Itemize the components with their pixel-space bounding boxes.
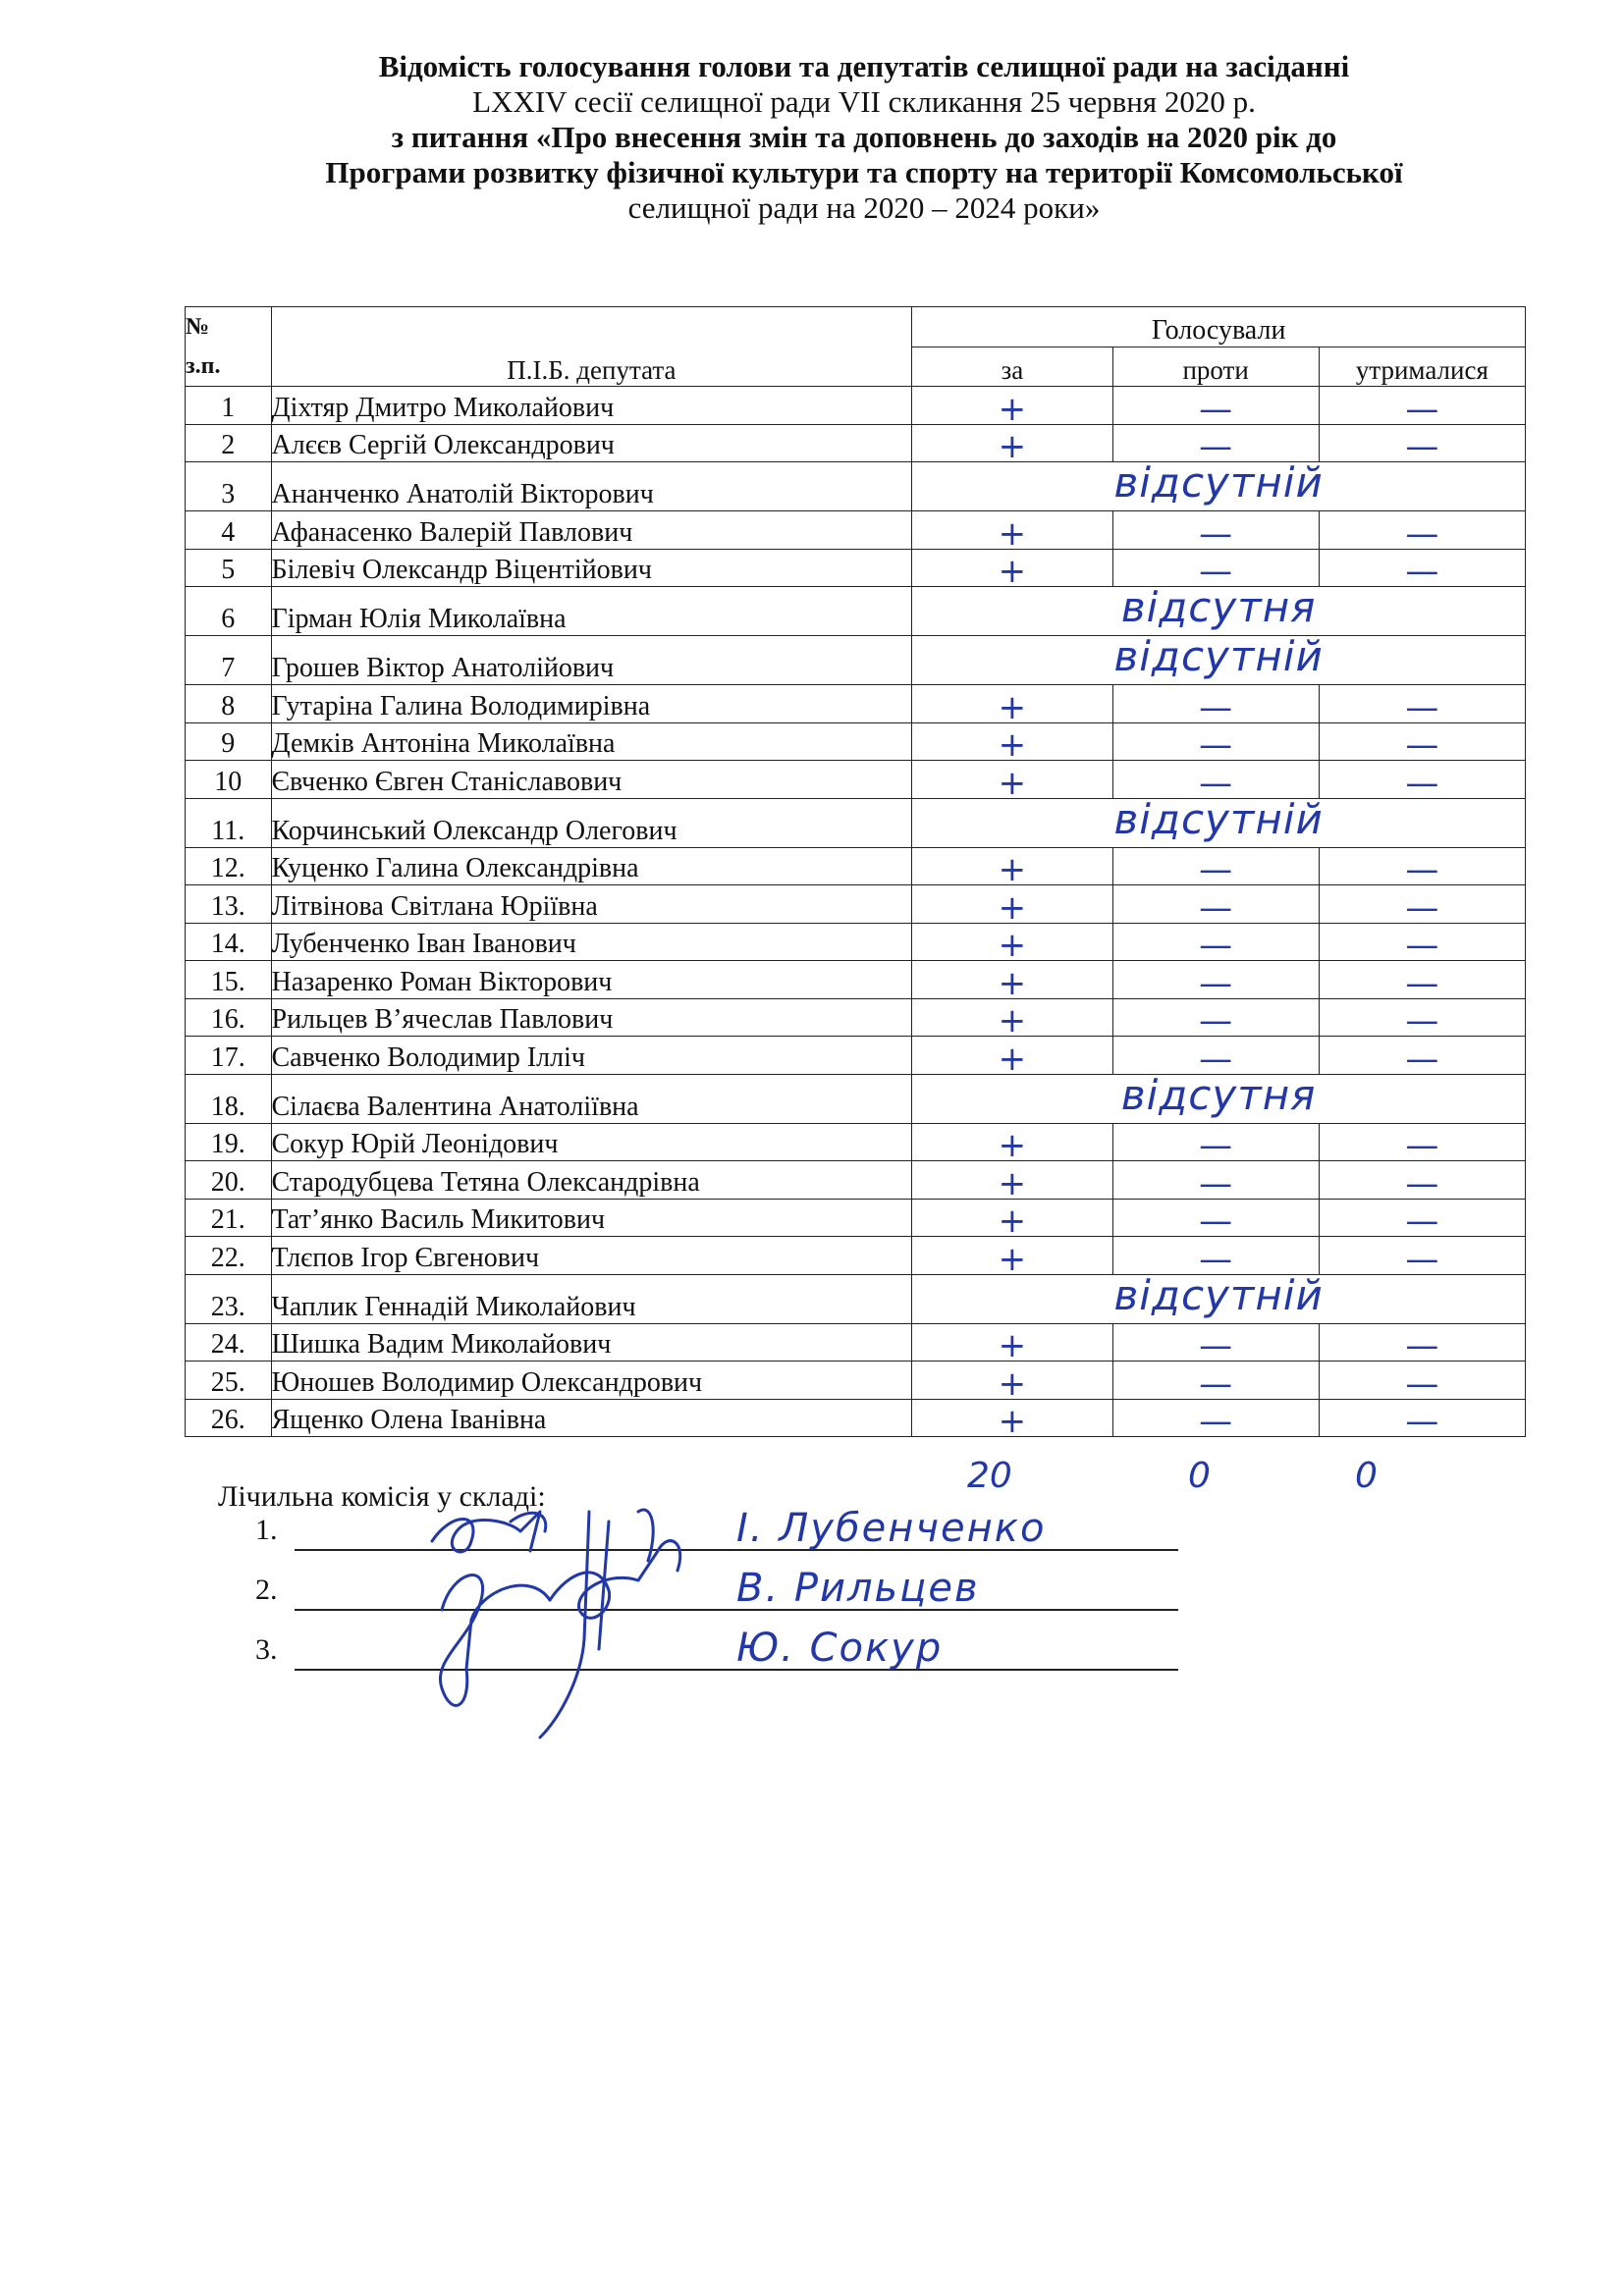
vote-for-mark: +	[912, 1199, 1112, 1237]
document-title	[157, 49, 1571, 226]
row-number: 8	[186, 685, 272, 723]
deputy-name: Юношев Володимир Олександрович	[271, 1362, 912, 1400]
table-row	[186, 1399, 1526, 1437]
table-row	[186, 1074, 1526, 1123]
vote-abstain-mark: —	[1319, 549, 1525, 587]
voting-table	[185, 306, 1526, 1441]
table-row	[186, 1037, 1526, 1075]
vote-for-mark: +	[912, 885, 1112, 924]
vote-abstain-mark: —	[1319, 885, 1525, 924]
vote-abstain-mark: —	[1319, 1199, 1525, 1237]
deputy-name: Лубенченко Іван Іванович	[271, 923, 912, 961]
vote-against-mark: —	[1112, 885, 1319, 924]
deputy-name: Сілаєва Валентина Анатоліївна	[271, 1074, 912, 1123]
vote-for-mark: +	[912, 1123, 1112, 1161]
absent-note: відсутня	[1120, 1070, 1317, 1119]
table-row	[186, 761, 1526, 799]
title-line-2: LXXIV сесії селищної ради VII скликання 25 червня 2020 р.	[472, 84, 1256, 119]
absent-note: відсутня	[1120, 583, 1317, 631]
title-line-4: Програми розвитку фізичної культури та спорту на території Комсомольської	[325, 155, 1403, 189]
deputy-name: Ященко Олена Іванівна	[271, 1399, 912, 1437]
table-row	[186, 722, 1526, 761]
vote-abstain-mark: —	[1319, 1399, 1525, 1437]
deputy-name: Куценко Галина Олександрівна	[271, 847, 912, 885]
deputy-name: Афанасенко Валерій Павлович	[271, 511, 912, 550]
table-row	[186, 998, 1526, 1037]
deputy-name: Ананченко Анатолій Вікторович	[271, 462, 912, 511]
row-number: 13.	[186, 885, 272, 924]
table-row	[186, 1161, 1526, 1200]
vote-against-mark: —	[1112, 387, 1319, 425]
deputy-name: Рильцев В’ячеслав Павлович	[271, 998, 912, 1037]
absent-note: відсутній	[1113, 458, 1324, 507]
vote-against-mark: —	[1112, 722, 1319, 761]
commission-label: Лічильна комісія у складі:	[218, 1480, 546, 1513]
table-row	[186, 923, 1526, 961]
deputy-name: Тлєпов Ігор Євгенович	[271, 1237, 912, 1275]
row-number: 6	[186, 587, 272, 636]
vote-abstain-mark: —	[1319, 1237, 1525, 1275]
table-row	[186, 885, 1526, 924]
table-row	[186, 1123, 1526, 1161]
vote-for-mark: +	[912, 1161, 1112, 1200]
signature-name-3: Ю. Сокур	[736, 1626, 944, 1671]
vote-against-mark: —	[1112, 685, 1319, 723]
vote-for-mark: +	[912, 761, 1112, 799]
absent-note: відсутній	[1113, 1270, 1324, 1319]
vote-against-mark: —	[1112, 998, 1319, 1037]
table-row	[186, 1362, 1526, 1400]
row-number: 23.	[186, 1274, 272, 1323]
row-number: 1	[186, 387, 272, 425]
row-number: 19.	[186, 1123, 272, 1161]
vote-against-mark: —	[1112, 1199, 1319, 1237]
vote-abstain-mark: —	[1319, 1161, 1525, 1200]
vote-for-mark: +	[912, 847, 1112, 885]
vote-for-mark: +	[912, 1237, 1112, 1275]
vote-for-mark: +	[912, 998, 1112, 1037]
signature-line-2: 2. В. Рильцев	[255, 1572, 1178, 1611]
vote-for-mark: +	[912, 923, 1112, 961]
deputy-name: Діхтяр Дмитро Миколайович	[271, 387, 912, 425]
deputy-name: Назаренко Роман Вікторович	[271, 961, 912, 999]
row-number: 2	[186, 424, 272, 462]
table-row	[186, 636, 1526, 685]
signature-line-1: 1. І. Лубенченко	[255, 1512, 1178, 1551]
vote-for-mark: +	[912, 1037, 1112, 1075]
row-number: 4	[186, 511, 272, 550]
vote-abstain-mark: —	[1319, 722, 1525, 761]
table-row	[186, 549, 1526, 587]
row-number: 25.	[186, 1362, 272, 1400]
vote-against-mark: —	[1112, 1323, 1319, 1362]
deputy-name: Тат’янко Василь Микитович	[271, 1199, 912, 1237]
vote-abstain-mark: —	[1319, 1323, 1525, 1362]
handwritten-signatures	[412, 1492, 727, 1757]
vote-against-mark: —	[1112, 1037, 1319, 1075]
row-number: 21.	[186, 1199, 272, 1237]
row-number: 26.	[186, 1399, 272, 1437]
row-number: 17.	[186, 1037, 272, 1075]
total-abstain: 0	[1355, 1456, 1378, 1496]
deputy-name: Стародубцева Тетяна Олександрівна	[271, 1161, 912, 1200]
vote-for-mark: +	[912, 424, 1112, 462]
table-row	[186, 1199, 1526, 1237]
table-row	[186, 387, 1526, 425]
vote-for-mark: +	[912, 1323, 1112, 1362]
table-row	[186, 961, 1526, 999]
title-line-5: селищної ради на 2020 – 2024 роки»	[627, 190, 1101, 225]
row-number: 7	[186, 636, 272, 685]
header-number: № з.п.	[186, 307, 272, 387]
deputy-name: Чаплик Геннадій Миколайович	[271, 1274, 912, 1323]
signature-name-1: І. Лубенченко	[736, 1506, 1047, 1551]
vote-against-mark: —	[1112, 511, 1319, 550]
vote-abstain-mark: —	[1319, 847, 1525, 885]
deputy-name: Корчинський Олександр Олегович	[271, 798, 912, 847]
vote-abstain-mark: —	[1319, 685, 1525, 723]
row-number: 15.	[186, 961, 272, 999]
vote-for-mark: +	[912, 387, 1112, 425]
row-number: 22.	[186, 1237, 272, 1275]
row-number: 24.	[186, 1323, 272, 1362]
vote-for-mark: +	[912, 961, 1112, 999]
deputy-name: Демків Антоніна Миколаївна	[271, 722, 912, 761]
row-number: 9	[186, 722, 272, 761]
header-name: П.І.Б. депутата	[271, 307, 912, 387]
vote-abstain-mark: —	[1319, 923, 1525, 961]
row-number: 11.	[186, 798, 272, 847]
table-row	[186, 1237, 1526, 1275]
deputy-name: Шишка Вадим Миколайович	[271, 1323, 912, 1362]
vote-against-mark: —	[1112, 847, 1319, 885]
deputy-name: Літвінова Світлана Юріївна	[271, 885, 912, 924]
table-row	[186, 1323, 1526, 1362]
deputy-name: Гутаріна Галина Володимирівна	[271, 685, 912, 723]
absent-note: відсутній	[1113, 632, 1324, 680]
table-row	[186, 1274, 1526, 1323]
signature-line-3: 3. Ю. Сокур	[255, 1631, 1178, 1671]
table-row	[186, 424, 1526, 462]
deputy-name: Білевіч Олександр Віцентійович	[271, 549, 912, 587]
row-number: 10	[186, 761, 272, 799]
total-against: 0	[1188, 1456, 1211, 1496]
header-voted: Голосували	[912, 307, 1526, 347]
title-line-3: з питання «Про внесення змін та доповнень до заходів на 2020 рік до	[391, 120, 1337, 154]
table-row	[186, 685, 1526, 723]
vote-against-mark: —	[1112, 1237, 1319, 1275]
row-number: 20.	[186, 1161, 272, 1200]
vote-against-mark: —	[1112, 761, 1319, 799]
row-number: 18.	[186, 1074, 272, 1123]
vote-against-mark: —	[1112, 961, 1319, 999]
table-row	[186, 511, 1526, 550]
vote-abstain-mark: —	[1319, 511, 1525, 550]
vote-abstain-mark: —	[1319, 1362, 1525, 1400]
table-row	[186, 587, 1526, 636]
row-number: 3	[186, 462, 272, 511]
vote-for-mark: +	[912, 549, 1112, 587]
vote-for-mark: +	[912, 685, 1112, 723]
vote-for-mark: +	[912, 1362, 1112, 1400]
table-row	[186, 462, 1526, 511]
row-number: 14.	[186, 923, 272, 961]
vote-against-mark: —	[1112, 549, 1319, 587]
vote-against-mark: —	[1112, 923, 1319, 961]
deputy-name: Грошев Віктор Анатолійович	[271, 636, 912, 685]
table-row	[186, 847, 1526, 885]
deputy-name: Алєєв Сергій Олександрович	[271, 424, 912, 462]
header-for: за	[912, 347, 1112, 387]
deputy-name: Євченко Євген Станіславович	[271, 761, 912, 799]
vote-against-mark: —	[1112, 1362, 1319, 1400]
vote-abstain-mark: —	[1319, 998, 1525, 1037]
vote-abstain-mark: —	[1319, 1123, 1525, 1161]
vote-against-mark: —	[1112, 1399, 1319, 1437]
vote-abstain-mark: —	[1319, 387, 1525, 425]
header-against: проти	[1112, 347, 1319, 387]
vote-against-mark: —	[1112, 1161, 1319, 1200]
vote-abstain-mark: —	[1319, 424, 1525, 462]
deputy-name: Гірман Юлія Миколаївна	[271, 587, 912, 636]
row-number: 5	[186, 549, 272, 587]
deputy-name: Сокур Юрій Леонідович	[271, 1123, 912, 1161]
title-line-1: Відомість голосування голови та депутатів селищної ради на засіданні	[378, 49, 1350, 83]
vote-for-mark: +	[912, 722, 1112, 761]
vote-abstain-mark: —	[1319, 1037, 1525, 1075]
vote-for-mark: +	[912, 1399, 1112, 1437]
vote-abstain-mark: —	[1319, 961, 1525, 999]
absent-note: відсутній	[1113, 794, 1324, 843]
row-number: 16.	[186, 998, 272, 1037]
vote-against-mark: —	[1112, 1123, 1319, 1161]
vote-against-mark: —	[1112, 424, 1319, 462]
total-for: 20	[967, 1456, 1012, 1496]
header-abstain: утрималися	[1319, 347, 1525, 387]
vote-abstain-mark: —	[1319, 761, 1525, 799]
vote-for-mark: +	[912, 511, 1112, 550]
signature-name-2: В. Рильцев	[736, 1566, 980, 1611]
deputy-name: Савченко Володимир Ілліч	[271, 1037, 912, 1075]
row-number: 12.	[186, 847, 272, 885]
table-row	[186, 798, 1526, 847]
